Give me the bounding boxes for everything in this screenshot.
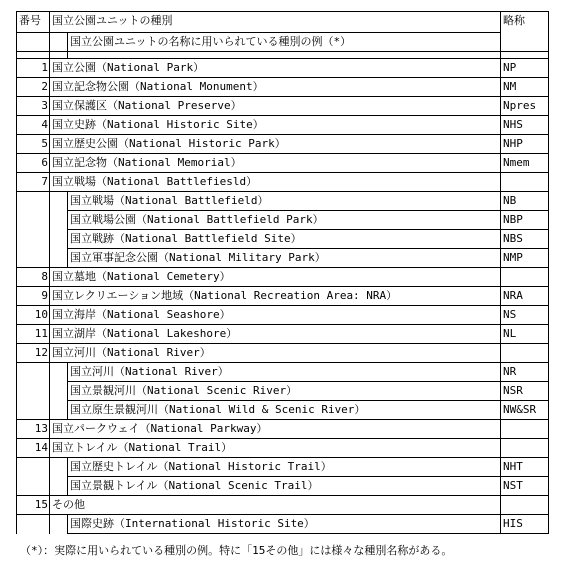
- example-row: [17, 401, 549, 420]
- abbreviation: NM: [501, 78, 549, 97]
- abbreviation: [501, 420, 549, 439]
- category-row: [17, 496, 549, 515]
- example-name: 国立歴史トレイル（National Historic Trail）: [68, 458, 501, 477]
- row-number-blank: [17, 192, 50, 211]
- example-row: [17, 211, 549, 230]
- row-number: 8: [17, 268, 50, 287]
- row-number: 12: [17, 344, 50, 363]
- abbreviation: NHT: [501, 458, 549, 477]
- row-number: 10: [17, 306, 50, 325]
- abbreviation: Npres: [501, 97, 549, 116]
- category-row: [17, 420, 549, 439]
- abbreviation: NSR: [501, 382, 549, 401]
- row-number: 4: [17, 116, 50, 135]
- abbreviation: Nmem: [501, 154, 549, 173]
- category-name: 国立戦場（National Battlefiesld）: [50, 173, 501, 192]
- example-row: [17, 477, 549, 496]
- example-name: 国際史跡（International Historic Site）: [68, 515, 501, 534]
- example-name: 国立景観河川（National Scenic River）: [68, 382, 501, 401]
- row-number: 14: [17, 439, 50, 458]
- category-name: 国立パークウェイ（National Parkway）: [50, 420, 501, 439]
- indent-blank: [50, 211, 68, 230]
- category-row: [17, 325, 549, 344]
- abbreviation: NL: [501, 325, 549, 344]
- row-number: 11: [17, 325, 50, 344]
- row-number-blank: [17, 382, 50, 401]
- header-blank-number: [17, 33, 50, 52]
- row-number-blank: [17, 230, 50, 249]
- example-row: [17, 230, 549, 249]
- abbreviation: [501, 173, 549, 192]
- indent-blank: [50, 192, 68, 211]
- row-number: 2: [17, 78, 50, 97]
- abbreviation: HIS: [501, 515, 549, 534]
- abbreviation: [501, 268, 549, 287]
- abbreviation: NHS: [501, 116, 549, 135]
- example-row: [17, 363, 549, 382]
- category-row: [17, 173, 549, 192]
- example-name: 国立原生景観河川（National Wild & Scenic River）: [68, 401, 501, 420]
- spacer-cell: [17, 52, 50, 59]
- abbreviation: NST: [501, 477, 549, 496]
- example-name: 国立戦場（National Battlefield）: [68, 192, 501, 211]
- category-name: 国立トレイル（National Trail）: [50, 439, 501, 458]
- example-name: 国立軍事記念公園（National Military Park）: [68, 249, 501, 268]
- category-name: 国立湖岸（National Lakeshore）: [50, 325, 501, 344]
- category-name: 国立レクリエーション地域（National Recreation Area: NRA）: [50, 287, 501, 306]
- header-example: 国立公園ユニットの名称に用いられている種別の例（*）: [68, 33, 501, 52]
- example-name: 国立河川（National River）: [68, 363, 501, 382]
- abbreviation: NB: [501, 192, 549, 211]
- category-row: [17, 135, 549, 154]
- header-subrow: [17, 33, 549, 52]
- indent-blank: [50, 477, 68, 496]
- category-name: その他: [50, 496, 501, 515]
- example-row: [17, 515, 549, 534]
- category-name: 国立保護区（National Preserve）: [50, 97, 501, 116]
- park-unit-type-table: [16, 11, 549, 534]
- abbreviation: NW&SR: [501, 401, 549, 420]
- abbreviation: NBP: [501, 211, 549, 230]
- example-row: [17, 382, 549, 401]
- example-row: [17, 249, 549, 268]
- table-body: [17, 12, 549, 534]
- category-row: [17, 268, 549, 287]
- category-name: 国立墓地（National Cemetery）: [50, 268, 501, 287]
- example-name: 国立景観トレイル（National Scenic Trail）: [68, 477, 501, 496]
- row-number: 13: [17, 420, 50, 439]
- abbreviation: NBS: [501, 230, 549, 249]
- row-number: 1: [17, 59, 50, 78]
- row-number-blank: [17, 211, 50, 230]
- header-category: 国立公園ユニットの種別: [50, 12, 501, 33]
- example-name: 国立戦跡（National Battlefield Site）: [68, 230, 501, 249]
- header-blank-indent: [50, 33, 68, 52]
- category-name: 国立記念物（National Memorial）: [50, 154, 501, 173]
- example-row: [17, 192, 549, 211]
- abbreviation: NP: [501, 59, 549, 78]
- category-row: [17, 154, 549, 173]
- row-number-blank: [17, 477, 50, 496]
- indent-blank: [50, 230, 68, 249]
- row-number-blank: [17, 401, 50, 420]
- abbreviation: [501, 439, 549, 458]
- category-row: [17, 439, 549, 458]
- indent-blank: [50, 401, 68, 420]
- row-number: 7: [17, 173, 50, 192]
- abbreviation: NR: [501, 363, 549, 382]
- category-name: 国立公園（National Park）: [50, 59, 501, 78]
- indent-blank: [50, 515, 68, 534]
- abbreviation: [501, 496, 549, 515]
- spacer-cell: [68, 52, 501, 59]
- category-row: [17, 306, 549, 325]
- row-number-blank: [17, 458, 50, 477]
- indent-blank: [50, 249, 68, 268]
- spacer-cell: [50, 52, 68, 59]
- category-row: [17, 78, 549, 97]
- category-row: [17, 344, 549, 363]
- abbreviation: NS: [501, 306, 549, 325]
- example-row: [17, 458, 549, 477]
- category-name: 国立歴史公園（National Historic Park）: [50, 135, 501, 154]
- abbreviation: NHP: [501, 135, 549, 154]
- category-row: [17, 116, 549, 135]
- header-number: 番号: [17, 12, 50, 33]
- header-abbreviation: 略称: [501, 12, 549, 52]
- category-name: 国立河川（National River）: [50, 344, 501, 363]
- row-number-blank: [17, 249, 50, 268]
- row-number: 6: [17, 154, 50, 173]
- row-number-blank: [17, 515, 50, 534]
- header-row: [17, 12, 549, 33]
- footnote: （*）：実際に用いられている種別の例。特に「15その他」には様々な種別名称がある。: [20, 544, 453, 557]
- indent-blank: [50, 363, 68, 382]
- abbreviation: NRA: [501, 287, 549, 306]
- spacer-cell: [501, 52, 549, 59]
- indent-blank: [50, 382, 68, 401]
- abbreviation: [501, 344, 549, 363]
- example-name: 国立戦場公園（National Battlefield Park）: [68, 211, 501, 230]
- category-name: 国立海岸（National Seashore）: [50, 306, 501, 325]
- row-number: 9: [17, 287, 50, 306]
- category-row: [17, 59, 549, 78]
- row-number: 15: [17, 496, 50, 515]
- category-row: [17, 97, 549, 116]
- row-number: 3: [17, 97, 50, 116]
- category-row: [17, 287, 549, 306]
- category-name: 国立記念物公園（National Monument）: [50, 78, 501, 97]
- abbreviation: NMP: [501, 249, 549, 268]
- category-name: 国立史跡（National Historic Site）: [50, 116, 501, 135]
- header-spacer: [17, 52, 549, 59]
- row-number: 5: [17, 135, 50, 154]
- indent-blank: [50, 458, 68, 477]
- row-number-blank: [17, 363, 50, 382]
